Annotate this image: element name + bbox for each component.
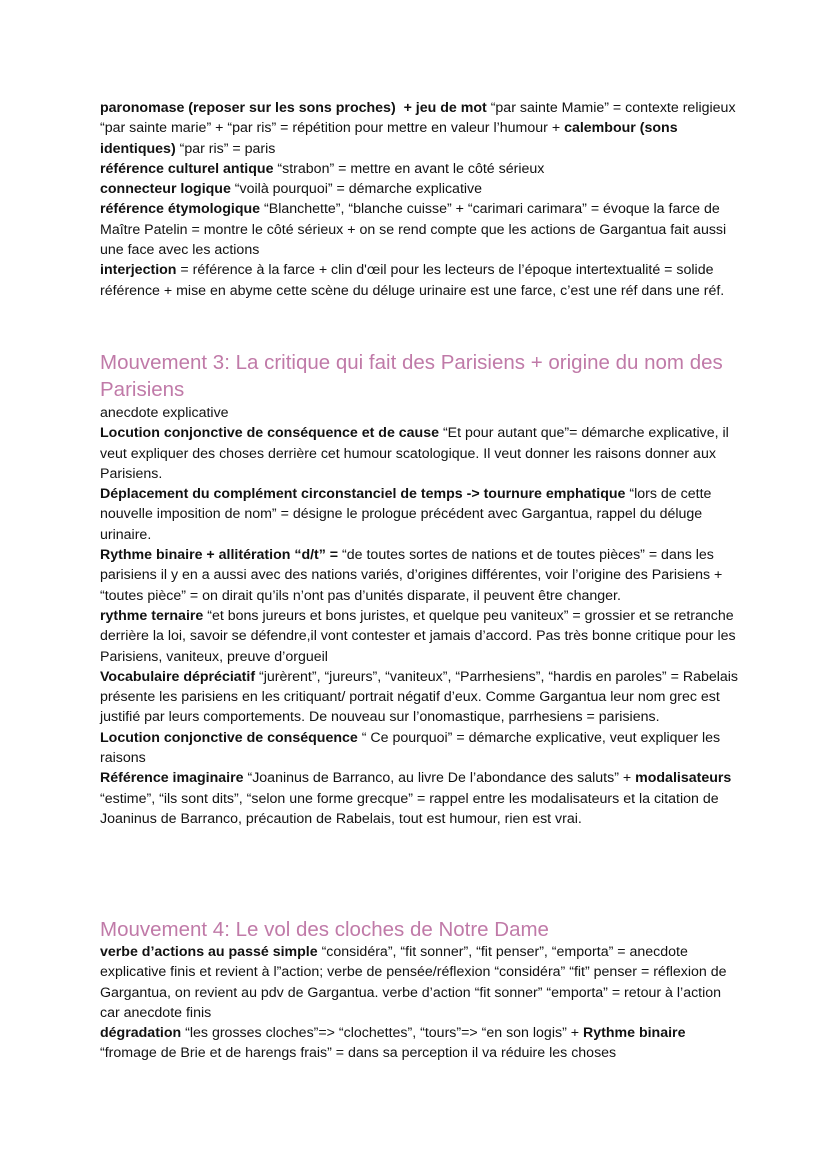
heading-movement-3: Mouvement 3: La critique qui fait des Parisiens + origine du nom des Parisiens <box>100 351 723 401</box>
term: connecteur logique <box>100 181 231 198</box>
term: Déplacement du complément circonstanciel de temps -> tournure emphatique <box>100 486 626 503</box>
paragraph-locution-cause: Locution conjonctive de conséquence et de cause “Et pour autant que”= démarche explicative, il veut expliquer des choses derrière cet humour scatologique. Il veut donner les raisons donner aux Parisiens. <box>100 425 729 482</box>
term: modalisateurs <box>635 770 732 787</box>
term: Rythme binaire <box>582 1025 686 1042</box>
paragraph-reference-imaginaire: Référence imaginaire “Joaninus de Barranco, au livre De l’abondance des saluts” + modalisateurs “estime”, “ils sont dits”, “selon une forme grecque” = rappel entre les modalisateurs et la citation de Joaninus de Barranco, précaution de Rabelais, tout est humour, rien est vrai. <box>100 770 732 827</box>
term: calembour (sons identiques) <box>100 120 678 157</box>
term: Rythme binaire + allitération “d/t” = <box>100 547 339 564</box>
term: paronomase (reposer sur les sons proches) <box>100 100 396 116</box>
heading-movement-4: Mouvement 4: Le vol des cloches de Notre Dame <box>100 918 549 941</box>
term: verbe d’actions au passé simple <box>100 944 318 960</box>
section-movement-4 <box>100 942 740 1064</box>
paragraph-degradation: dégradation “les grosses cloches”=> “clochettes”, “tours”=> “en son logis” + Rythme binaire “fromage de Brie et de harengs frais” = dans sa perception il va réduire les choses <box>100 1025 686 1062</box>
paragraph-intro: anecdote explicative <box>100 405 229 421</box>
heading-block-movement-3 <box>100 349 740 403</box>
paragraph-vocabulaire: Vocabulaire dépréciatif “jurèrent”, “jureurs”, “vaniteux”, “Parrhesiens”, “hardis en paroles” = Rabelais présente les parisiens en les critiquant/ portrait négatif d’eux. Comme Gargantua leur nom grec est justifié par leurs comportements. De nouveau sur l’onomastique, parrhesiens = parisiens. <box>100 668 739 726</box>
term: Locution conjonctive de conséquence et de cause <box>100 425 440 442</box>
paragraph-paronomase: paronomase (reposer sur les sons proches) + jeu de mot “par sainte Mamie” = contexte religieux “par sainte marie” + “par ris” = répétition pour mettre en valeur l’humour + calembour (sons identiques) “par ris” = paris <box>100 100 736 157</box>
term: référence étymologique <box>100 201 261 218</box>
paragraph-interjection: interjection = référence à la farce + clin d'œil pour les lecteurs de l’époque intertextualité = solide référence + mise en abyme cette scène du déluge urinaire est une farce, c’est une réf dans une réf. <box>100 262 725 299</box>
term: interjection <box>100 262 177 279</box>
paragraph-verbes-action: verbe d’actions au passé simple “considéra”, “fit sonner”, “fit penser”, “emporta” = anecdote explicative finis et revient à l”action; verbe de pensée/réflexion “considéra” “fit” penser = réflexion de Gargantua, on revient au pdv de Gargantua. verbe d’action “fit sonner” “emporta” = retour à l’action car anecdote finis <box>100 944 727 1021</box>
section-rhetorical-figures <box>100 98 740 301</box>
term: dégradation <box>100 1025 182 1042</box>
term: Locution conjonctive de conséquence <box>100 729 358 746</box>
term: référence culturel antique <box>100 160 274 177</box>
paragraph-etymologique: référence étymologique “Blanchette”, “blanche cuisse” + “carimari carimara” = évoque la farce de Maître Patelin = montre le côté sérieux + on se rend compte que les actions de Gargantua fait aussi une face avec les actions <box>100 201 727 259</box>
paragraph-connecteur: connecteur logique “voilà pourquoi” = démarche explicative <box>100 181 483 198</box>
term: Référence imaginaire <box>100 770 244 787</box>
paragraph-reference-culturelle: référence culturel antique “strabon” = mettre en avant le côté sérieux <box>100 160 545 177</box>
paragraph-rythme-ternaire: rythme ternaire “et bons jureurs et bons juristes, et quelque peu vaniteux” = grossier et se retranche derrière la loi, savoir se défendre,il vont contester et jamais d’accord. Pas très bonne critique pour les Parisiens, vaniteux, preuve d’orgueil <box>100 607 736 665</box>
term: + jeu de mot <box>403 100 487 116</box>
paragraph-rythme-binaire: Rythme binaire + allitération “d/t” = “de toutes sortes de nations et de toutes pièces” = dans les parisiens il y en a aussi avec des nations variés, d’origines différentes, voir l’origine des Parisiens + “toutes pièce” = on dirait qu’ils n’ont pas d’unités disparate, il peuvent être changer. <box>100 547 723 604</box>
paragraph-deplacement: Déplacement du complément circonstanciel de temps -> tournure emphatique “lors de cette nouvelle imposition de nom” = désigne le prologue précédent avec Gargantua, rappel du déluge urinaire. <box>100 486 712 543</box>
term: rythme ternaire <box>100 607 204 624</box>
section-movement-3 <box>100 403 740 829</box>
heading-block-movement-4 <box>100 916 740 943</box>
paragraph-locution-consequence: Locution conjonctive de conséquence “ Ce pourquoi” = démarche explicative, veut expliquer les raisons <box>100 729 721 767</box>
term: Vocabulaire dépréciatif <box>100 668 256 685</box>
